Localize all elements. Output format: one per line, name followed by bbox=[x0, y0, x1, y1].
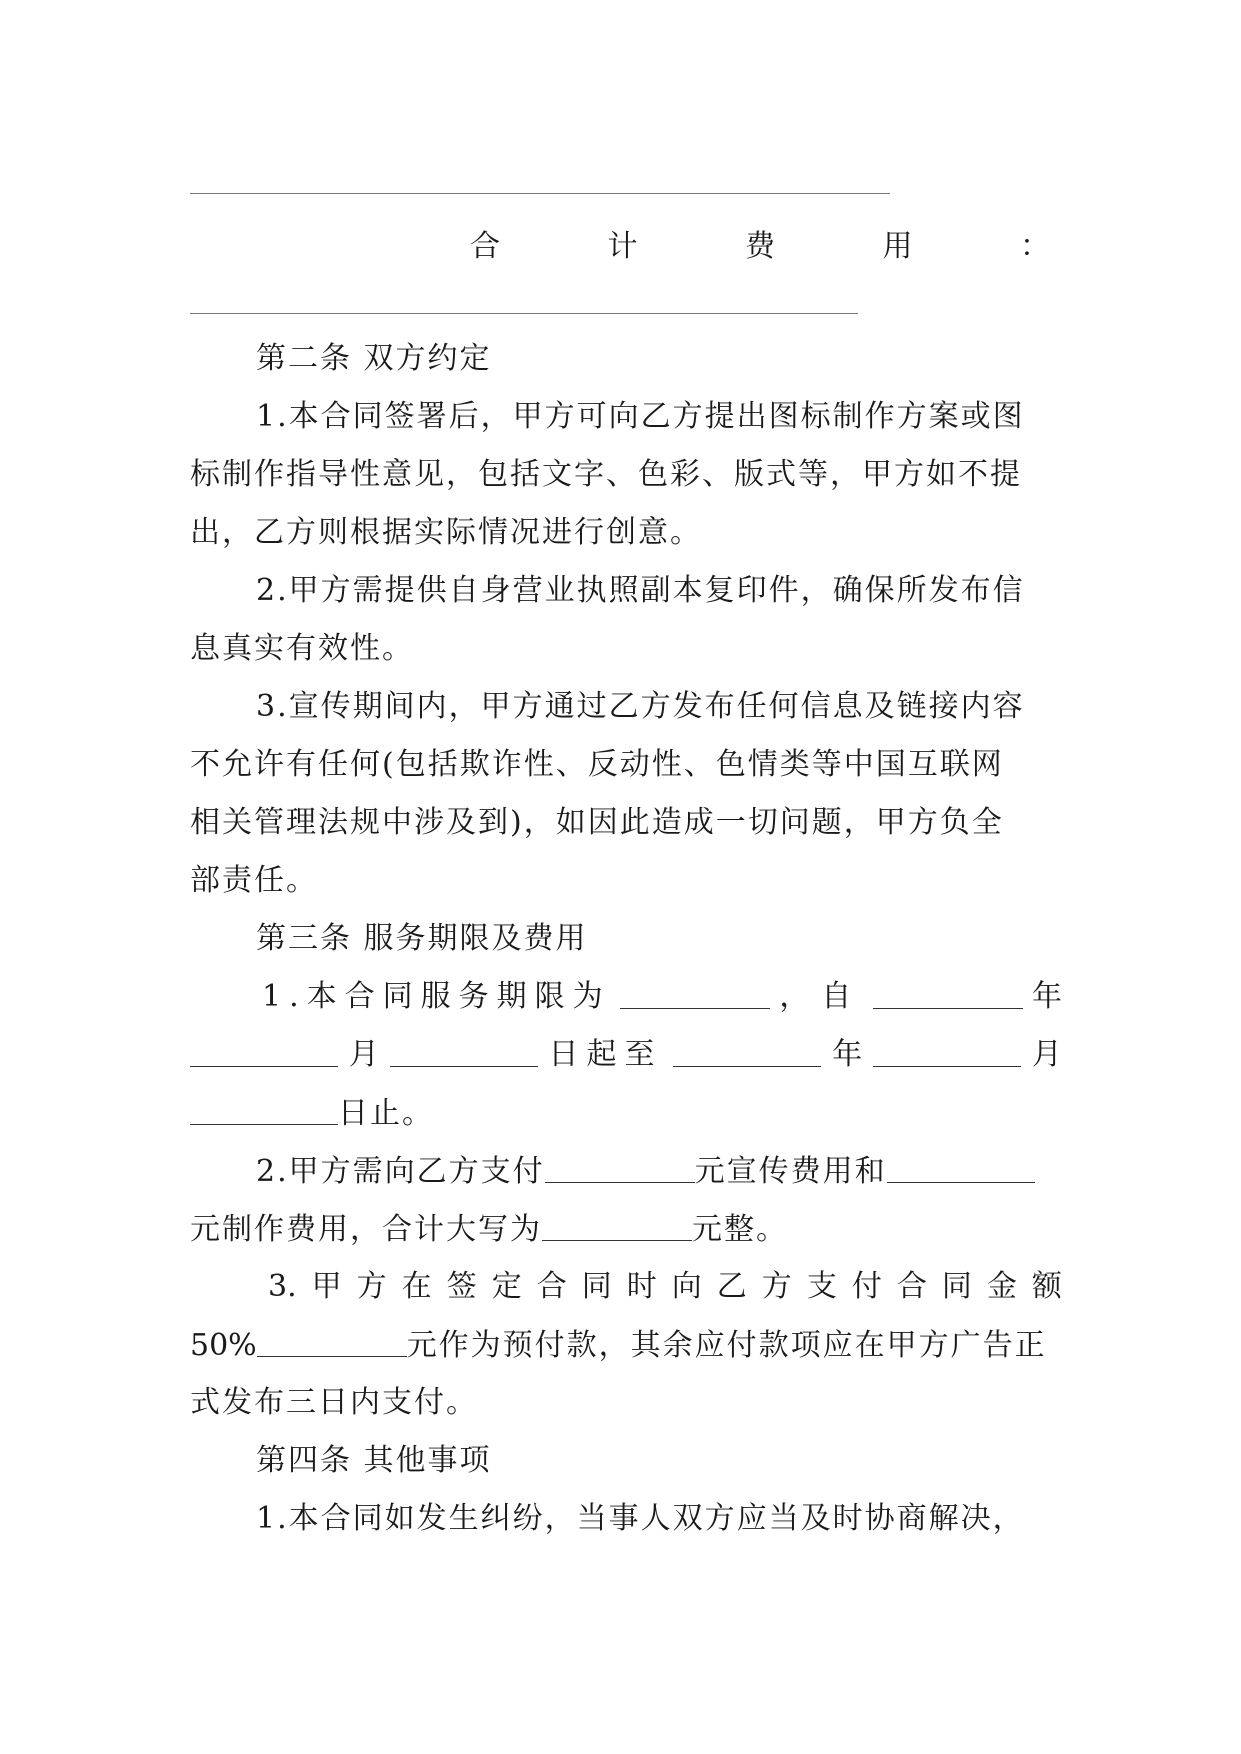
article3-item1-text: 年 bbox=[1032, 979, 1062, 1014]
article3-item1-text: 年 bbox=[832, 1037, 863, 1072]
article3-item2-line2 bbox=[190, 1204, 1062, 1254]
article3-item1-text: 月 bbox=[348, 1037, 379, 1072]
article3-item3-char: 甲 bbox=[311, 1269, 342, 1304]
blank-start-day bbox=[390, 1032, 538, 1067]
total-fee-char: 费 bbox=[745, 229, 775, 264]
blank-start-month bbox=[190, 1032, 338, 1067]
article3-item3-char: 乙 bbox=[716, 1269, 747, 1304]
blank-end-day bbox=[190, 1090, 338, 1125]
blank-start-year bbox=[873, 974, 1023, 1009]
article3-item3-char: 定 bbox=[491, 1269, 522, 1304]
blank-total-capital bbox=[542, 1206, 692, 1241]
article3-item3-char: 时 bbox=[626, 1269, 657, 1304]
article3-item3-char: 额 bbox=[1031, 1269, 1062, 1304]
article2-item3-line4: 部责任。 bbox=[190, 863, 318, 898]
article3-item3-char: 3. bbox=[268, 1269, 297, 1304]
article3-item1-text: 日起至 bbox=[548, 1037, 663, 1072]
article3-item1-text: 月 bbox=[1031, 1037, 1062, 1072]
blank-term bbox=[620, 974, 770, 1009]
article2-item3-line2: 不允许有任何(包括欺诈性、反动性、色情类等中国互联网 bbox=[190, 747, 1004, 782]
article3-item3-char: 同 bbox=[581, 1269, 612, 1304]
article3-item2-text: 2.甲方需向乙方支付 bbox=[256, 1154, 545, 1189]
article3-item3-char: 向 bbox=[671, 1269, 702, 1304]
article3-item3-line3: 式发布三日内支付。 bbox=[190, 1385, 478, 1420]
article3-item3-char: 签 bbox=[446, 1269, 477, 1304]
article2-heading: 第二条 双方约定 bbox=[256, 341, 492, 376]
blank-end-month bbox=[873, 1032, 1021, 1067]
article3-heading: 第三条 服务期限及费用 bbox=[256, 921, 588, 956]
article2-item1-line2: 标制作指导性意见，包括文字、色彩、版式等，甲方如不提 bbox=[190, 457, 1022, 492]
article3-item3-line1 bbox=[190, 1262, 1062, 1312]
article3-item3-char: 在 bbox=[401, 1269, 432, 1304]
total-fee-char: ： bbox=[1020, 229, 1050, 264]
article3-item1-text: 日止。 bbox=[338, 1096, 434, 1131]
total-fee-char: 合 bbox=[470, 229, 500, 264]
article3-item3-char: 方 bbox=[356, 1269, 387, 1304]
article3-item3-char: 合 bbox=[896, 1269, 927, 1304]
fill-in-rule-top bbox=[190, 193, 890, 194]
blank-end-year bbox=[673, 1032, 821, 1067]
total-fee-char: 计 bbox=[607, 229, 638, 264]
article2-item1-line3: 出，乙方则根据实际情况进行创意。 bbox=[190, 515, 702, 550]
article3-item2-text: 元宣传费用和 bbox=[694, 1154, 887, 1189]
article3-item3-char: 合 bbox=[536, 1269, 567, 1304]
article2-item2-line1: 2.甲方需提供自身营业执照副本复印件，确保所发布信 bbox=[256, 573, 1025, 608]
article2-item3-line1: 3.宣传期间内，甲方通过乙方发布任何信息及链接内容 bbox=[256, 689, 1025, 724]
article3-item2-line1 bbox=[190, 1146, 1128, 1196]
article3-item3-char: 方 bbox=[761, 1269, 792, 1304]
article4-item1-line1: 1.本合同如发生纠纷，当事人双方应当及时协商解决， bbox=[256, 1501, 1025, 1536]
article3-item3-char: 支 bbox=[806, 1269, 837, 1304]
article4-heading: 第四条 其他事项 bbox=[256, 1443, 492, 1478]
article3-item3-char: 金 bbox=[986, 1269, 1017, 1304]
article3-item3-char: 付 bbox=[851, 1269, 882, 1304]
article3-item1-text: ，自 bbox=[779, 979, 864, 1014]
article2-item1-line1: 1.本合同签署后，甲方可向乙方提出图标制作方案或图 bbox=[256, 399, 1025, 434]
article3-item1-line2 bbox=[190, 1030, 1062, 1080]
article3-item2-text: 元制作费用，合计大写为 bbox=[190, 1212, 542, 1247]
total-fee-char: 用 bbox=[882, 229, 913, 264]
article3-item1-line1 bbox=[190, 972, 1062, 1022]
blank-prepayment bbox=[257, 1322, 407, 1357]
article3-item3-char: 同 bbox=[941, 1269, 972, 1304]
article3-item1-text: 1.本合同服务期限为 bbox=[262, 979, 611, 1014]
blank-ad-fee bbox=[545, 1148, 695, 1183]
total-fee-label bbox=[470, 222, 1050, 272]
blank-production-fee bbox=[887, 1148, 1035, 1183]
article3-item1-line3 bbox=[190, 1088, 1062, 1138]
article2-item2-line2: 息真实有效性。 bbox=[190, 631, 414, 666]
fill-in-rule-total-fee bbox=[190, 313, 858, 314]
article2-item3-line3: 相关管理法规中涉及到)，如因此造成一切问题，甲方负全 bbox=[190, 805, 1004, 840]
article3-item2-text: 元整。 bbox=[692, 1212, 788, 1247]
article3-item3-text: 元作为预付款，其余应付款项应在甲方广告正 bbox=[406, 1328, 1047, 1363]
article3-item3-text: 50% bbox=[190, 1328, 257, 1363]
article3-item3-line2 bbox=[190, 1320, 1062, 1370]
